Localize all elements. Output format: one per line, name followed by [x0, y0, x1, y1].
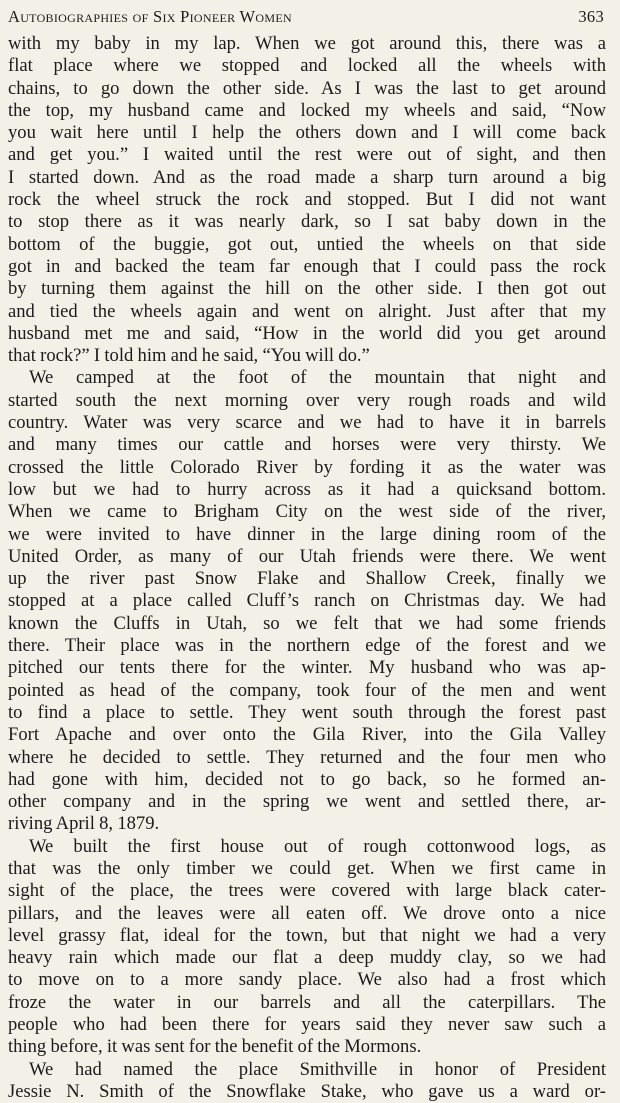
text-line: stopped at a place called Cluff’s ranch on Christmas day. We had: [8, 590, 606, 612]
text-line: When we came to Brigham City on the west side of the river,: [8, 501, 606, 523]
text-line: froze the water in our barrels and all the caterpillars. The: [8, 991, 606, 1013]
text-line: level grassy flat, ideal for the town, but that night we had a very: [8, 924, 606, 946]
text-line: we were invited to have dinner in the large dining room of the: [8, 523, 606, 545]
text-line: country. Water was very scarce and we had to have it in barrels: [8, 412, 606, 434]
text-line: Jessie N. Smith of the Snowflake Stake, who gave us a ward or-: [8, 1080, 606, 1102]
paragraph: [8, 1059, 606, 1103]
text-line: that rock?” I told him and he said, “You will do.”: [8, 345, 370, 367]
text-line: I started down. And as the road made a sharp turn around a big: [8, 166, 606, 188]
running-title: Autobiographies of Six Pioneer Women: [8, 7, 292, 26]
text-line: thing before, it was sent for the benefit of the Mormons.: [8, 1036, 422, 1058]
text-line: and get you.” I waited until the rest were out of sight, and then: [8, 144, 606, 166]
text-line: people who had been there for years said they never saw such a: [8, 1014, 606, 1036]
text-line: to find a place to settle. They went south through the forest past: [8, 701, 606, 723]
text-line: We camped at the foot of the mountain that night and: [29, 367, 606, 389]
text-line: heavy rain which made our flat a deep muddy clay, so we had: [8, 947, 606, 969]
text-line: to move on to a more sandy place. We also had a frost which: [8, 969, 606, 991]
text-line: started south the next morning over very rough roads and wild: [8, 389, 606, 411]
text-line: by turning them against the hill on the other side. I then got out: [8, 278, 606, 300]
text-line: and many times our cattle and horses were very thirsty. We: [8, 434, 606, 456]
text-line: known the Cluffs in Utah, so we felt that we had some friends: [8, 612, 606, 634]
text-line: that was the only timber we could get. When we first came in: [8, 857, 606, 879]
text-line: We had named the place Smithville in honor of President: [29, 1058, 606, 1080]
text-line: pointed as head of the company, took four of the men and went: [8, 679, 606, 701]
text-line: to stop there as it was nearly dark, so I sat baby down in the: [8, 211, 606, 233]
text-line: you wait here until I help the others down and I will come back: [8, 122, 606, 144]
text-line: husband met me and said, “How in the world did you get around: [8, 322, 606, 344]
text-line: flat place where we stopped and locked all the wheels with: [8, 55, 606, 77]
text-line: where he decided to settle. They returned and the four men who: [8, 746, 606, 768]
text-line: chains, to go down the other side. As I was the last to get around: [8, 77, 606, 99]
text-line: had gone with him, decided not to go back, so he formed an-: [8, 768, 606, 790]
text-line: rock the wheel struck the rock and stopped. But I did not want: [8, 189, 606, 211]
text-line: and tied the wheels again and went on alright. Just after that my: [8, 300, 606, 322]
text-line: Fort Apache and over onto the Gila River, into the Gila Valley: [8, 724, 606, 746]
text-line: riving April 8, 1879.: [8, 813, 160, 835]
paragraph: [8, 367, 606, 835]
text-line: United Order, as many of our Utah friends were there. We went: [8, 545, 606, 567]
text-line: pitched our tents there for the winter. My husband who was ap-: [8, 657, 606, 679]
page-number: 363: [578, 7, 604, 26]
text-line: up the river past Snow Flake and Shallow Creek, finally we: [8, 568, 606, 590]
text-line: there. Their place was in the northern edge of the forest and we: [8, 635, 606, 657]
text-line: low but we had to hurry across as it had a quicksand bottom.: [8, 478, 606, 500]
text-line: pillars, and the leaves were all eaten off. We drove onto a nice: [8, 902, 606, 924]
body-text: [8, 33, 606, 1103]
running-head: [8, 7, 606, 33]
text-line: sight of the place, the trees were covered with large black cater-: [8, 880, 606, 902]
text-line: other company and in the spring we went and settled there, ar-: [8, 791, 606, 813]
text-line: got in and backed the team far enough that I could pass the rock: [8, 255, 606, 277]
text-line: bottom of the buggie, got out, untied the wheels on that side: [8, 233, 606, 255]
text-line: the top, my husband came and locked my wheels and said, “Now: [8, 99, 606, 121]
text-line: crossed the little Colorado River by fording it as the water was: [8, 456, 606, 478]
text-line: We built the first house out of rough cottonwood logs, as: [29, 835, 606, 857]
text-line: with my baby in my lap. When we got around this, there was a: [8, 33, 606, 54]
paragraph: [8, 33, 606, 367]
paragraph: [8, 836, 606, 1059]
